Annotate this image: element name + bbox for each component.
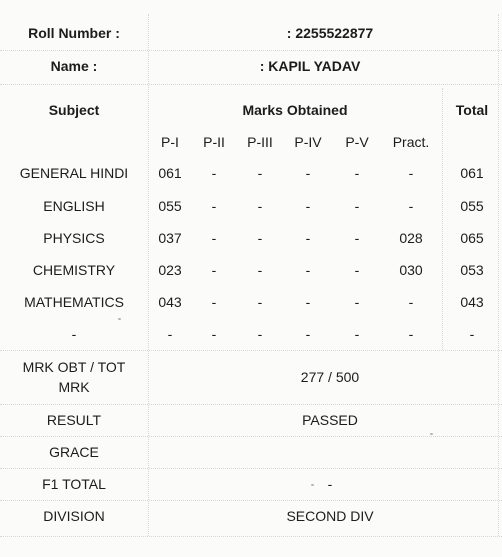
mark-cell: - (305, 230, 311, 246)
divider (0, 500, 502, 501)
mark-cell: - (257, 230, 263, 246)
mark-cell: - (257, 294, 263, 310)
total-cell: 061 (460, 165, 484, 181)
divider (0, 436, 502, 437)
column-header-p1: P-I (161, 134, 179, 150)
mark-cell: - (257, 165, 263, 181)
divider (0, 50, 502, 51)
mark-cell: - (305, 326, 311, 342)
subject-name: CHEMISTRY (32, 262, 116, 278)
f1-total-label: F1 TOTAL (42, 476, 106, 492)
mark-cell: - (354, 165, 360, 181)
scan-speck (118, 318, 121, 320)
mark-cell: 043 (158, 294, 182, 310)
mark-cell: - (211, 198, 217, 214)
mark-cell: 023 (158, 262, 182, 278)
total-cell: - (469, 326, 475, 342)
total-cell: 065 (460, 230, 484, 246)
total-cell: 055 (460, 198, 484, 214)
mark-cell: - (167, 326, 173, 342)
mark-cell: - (354, 294, 360, 310)
mark-cell: - (354, 326, 360, 342)
mark-cell: - (354, 262, 360, 278)
marks-obtained-header: Marks Obtained (242, 102, 348, 118)
subject-name: ENGLISH (43, 198, 105, 214)
subject-name: GENERAL HINDI (19, 165, 129, 181)
mark-cell: - (305, 294, 311, 310)
column-header-p4: P-IV (294, 134, 322, 150)
total-cell: 043 (460, 294, 484, 310)
mark-cell: - (211, 294, 217, 310)
mark-cell: - (408, 326, 414, 342)
division-value: SECOND DIV (286, 508, 374, 524)
mark-cell: 037 (158, 230, 182, 246)
divider (0, 536, 502, 537)
mark-cell: - (257, 326, 263, 342)
scan-speck (311, 484, 314, 486)
divider (0, 468, 502, 469)
column-header-p2: P-II (203, 134, 225, 150)
divider (0, 404, 502, 405)
mark-cell: - (354, 198, 360, 214)
column-header-p5: P-V (345, 134, 369, 150)
mark-cell: - (211, 165, 217, 181)
column-header-p3: P-III (247, 134, 273, 150)
mark-cell: 055 (158, 198, 182, 214)
subject-header: Subject (48, 102, 100, 118)
mark-cell: 030 (399, 262, 423, 278)
result-value: PASSED (302, 412, 358, 428)
name-label: Name : (50, 58, 98, 74)
result-label: RESULT (46, 412, 102, 428)
mark-cell: - (305, 198, 311, 214)
total-header: Total (455, 102, 489, 118)
subject-name: MATHEMATICS (24, 294, 124, 310)
marks-obtained-total-label-line2: MRK (58, 379, 90, 395)
mark-cell: - (257, 198, 263, 214)
grace-label: GRACE (49, 444, 99, 460)
marks-obtained-total-value: 277 / 500 (300, 369, 360, 385)
mark-cell: - (211, 326, 217, 342)
mark-cell: - (211, 262, 217, 278)
mark-cell: - (257, 262, 263, 278)
divider (0, 350, 502, 351)
name-value: : KAPIL YADAV (259, 58, 361, 74)
mark-cell: 028 (399, 230, 423, 246)
total-cell: 053 (460, 262, 484, 278)
mark-cell: 061 (158, 165, 182, 181)
divider (148, 14, 149, 536)
column-header-practical: Pract. (392, 134, 430, 150)
subject-name: PHYSICS (43, 230, 105, 246)
mark-cell: - (305, 262, 311, 278)
division-label: DIVISION (43, 508, 105, 524)
mark-cell: - (408, 294, 414, 310)
f1-total-value: - (327, 476, 333, 492)
scan-speck (430, 433, 433, 435)
roll-number-label: Roll Number : (28, 25, 120, 41)
marks-obtained-total-label: MRK OBT / TOT (22, 359, 126, 375)
divider (442, 88, 443, 350)
mark-cell: - (305, 165, 311, 181)
subject-name: - (71, 326, 77, 342)
divider (0, 84, 502, 85)
mark-cell: - (408, 198, 414, 214)
mark-cell: - (354, 230, 360, 246)
roll-number-value: : 2255522877 (286, 25, 374, 41)
mark-cell: - (211, 230, 217, 246)
mark-cell: - (408, 165, 414, 181)
